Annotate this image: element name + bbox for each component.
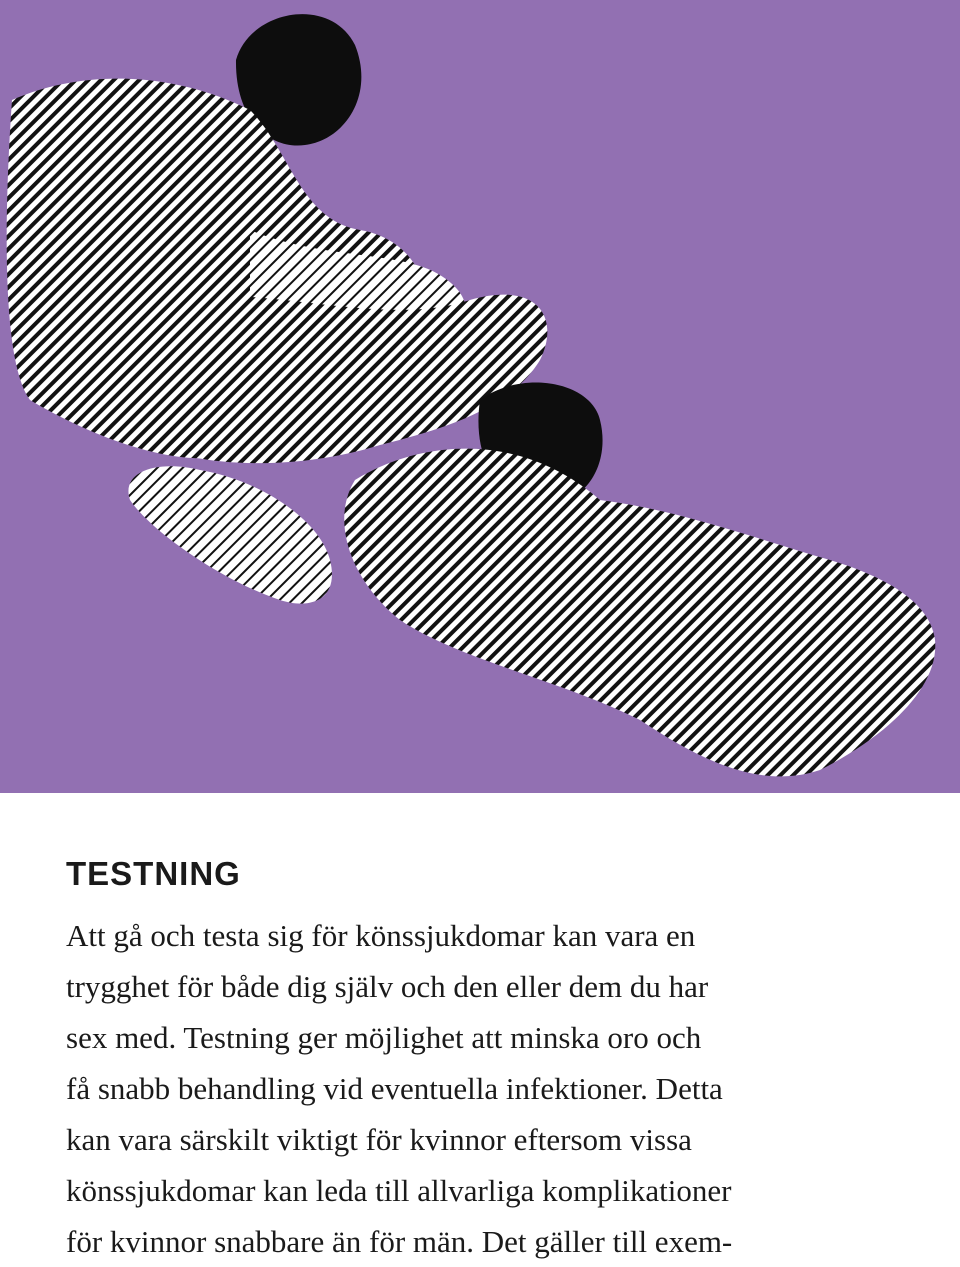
paragraph-line: Att gå och testa sig för könssjukdomar kan vara en: [66, 918, 696, 953]
paragraph-line: trygghet för både dig själv och den eller dem du har: [66, 969, 709, 1004]
paragraph-line: könssjukdomar kan leda till allvarliga komplikationer: [66, 1173, 732, 1208]
paragraph-line: för kvinnor snabbare än för män. Det gäller till exem-: [66, 1224, 733, 1259]
paragraph-line: få snabb behandling vid eventuella infektioner. Detta: [66, 1071, 723, 1106]
article-paragraph: [66, 910, 926, 1267]
figure-leg: [128, 466, 332, 603]
paragraph-line: kan vara särskilt viktigt för kvinnor eftersom vissa: [66, 1122, 692, 1157]
section-heading: TESTNING: [66, 855, 241, 892]
article: [66, 852, 926, 1267]
figure-reclining: [344, 449, 935, 777]
paragraph-line: sex med. Testning ger möjlighet att minska oro och: [66, 1020, 702, 1055]
